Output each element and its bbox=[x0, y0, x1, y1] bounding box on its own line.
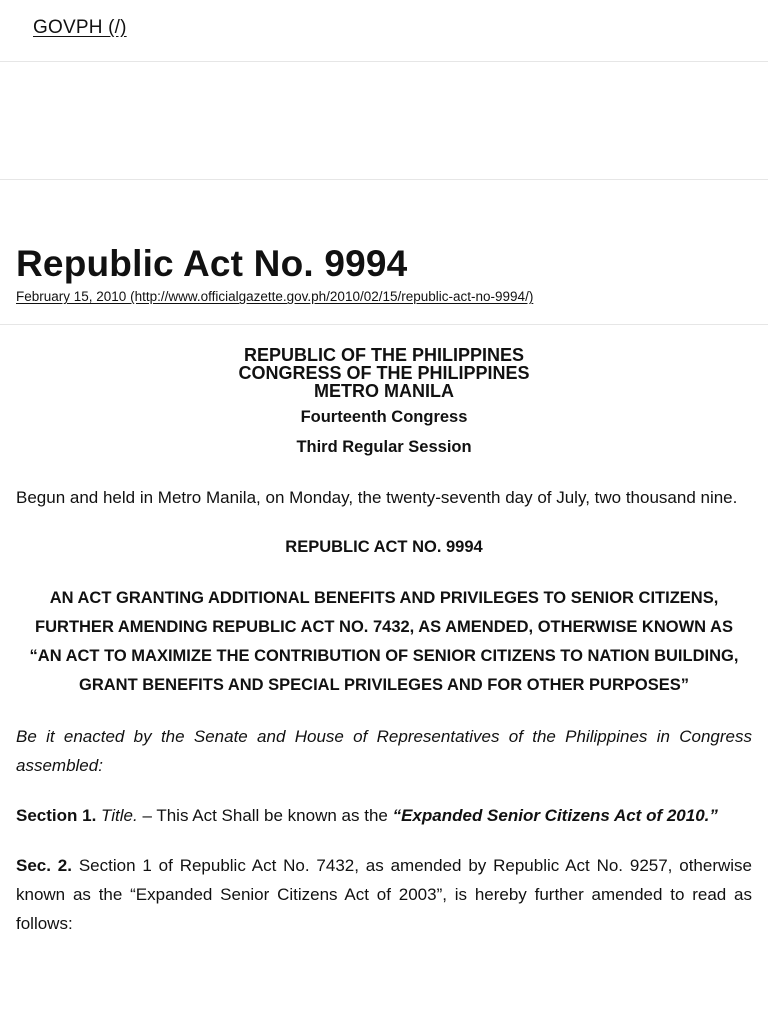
section-1 bbox=[16, 801, 752, 830]
header-location: METRO MANILA bbox=[314, 381, 454, 401]
act-number: REPUBLIC ACT NO. 9994 bbox=[285, 538, 483, 556]
section-1-heading: Title. bbox=[101, 806, 138, 825]
divider bbox=[0, 324, 768, 325]
section-1-text: – This Act Shall be known as the bbox=[137, 806, 393, 825]
congress-number: Fourteenth Congress bbox=[300, 408, 468, 426]
top-navigation-bar bbox=[0, 0, 768, 62]
document-header bbox=[16, 346, 752, 400]
article-body bbox=[16, 346, 752, 938]
act-title: AN ACT GRANTING ADDITIONAL BENEFITS AND PRIVILEGES TO SENIOR CITIZENS, FURTHER AMENDING REPUBLIC ACT NO. 7432, AS AMENDED, OTHERWISE KNOWN AS “AN ACT TO MAXIMIZE THE CONTRIBUTION OF SENIOR CITIZENS TO NATION BUILDING, GRANT BENEFITS AND SPECIAL PRIVILEGES AND FOR OTHER PURPOSES” bbox=[29, 589, 739, 694]
section-2 bbox=[16, 851, 752, 938]
enacting-clause: Be it enacted by the Senate and House of Representatives of the Philippines in Congress assembled: bbox=[16, 727, 752, 775]
header-congress: CONGRESS OF THE PHILIPPINES bbox=[238, 363, 530, 383]
section-1-label: Section 1. bbox=[16, 806, 97, 825]
section-1-short-title: “Expanded Senior Citizens Act of 2010.” bbox=[392, 806, 718, 825]
govph-home-link[interactable]: GOVPH (/) bbox=[33, 17, 127, 38]
section-2-text: Section 1 of Republic Act No. 7432, as amended by Republic Act No. 9257, otherwise known as the “Expanded Senior Citizens Act of 2003”, is hereby further amended to read as follows: bbox=[16, 856, 753, 933]
session-name: Third Regular Session bbox=[296, 438, 472, 456]
section-2-label: Sec. 2. bbox=[16, 856, 72, 875]
begun-paragraph: Begun and held in Metro Manila, on Monday, the twenty-seventh day of July, two thousand nine. bbox=[16, 488, 738, 507]
header-country: REPUBLIC OF THE PHILIPPINES bbox=[243, 345, 525, 365]
page-title: Republic Act No. 9994 bbox=[16, 243, 408, 284]
publication-date-link[interactable]: February 15, 2010 (http://www.officialgazette.gov.ph/2010/02/15/republic-act-no-9994/) bbox=[16, 289, 534, 304]
banner-area bbox=[0, 62, 768, 180]
